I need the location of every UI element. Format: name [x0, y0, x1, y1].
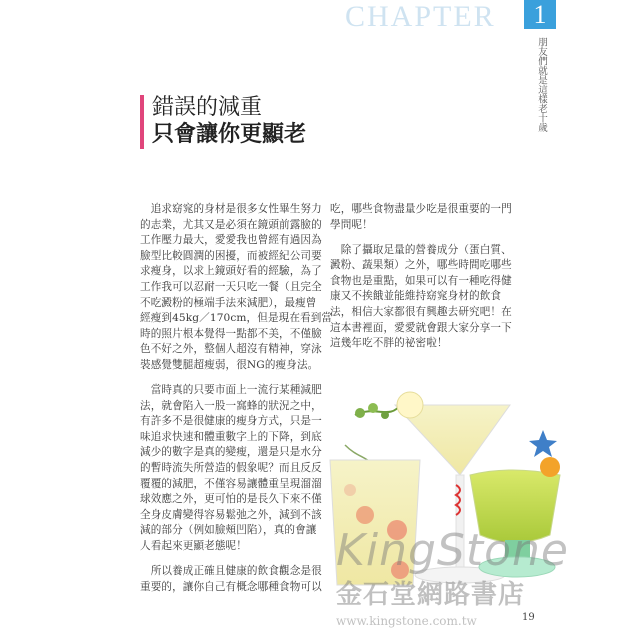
section-title [152, 94, 306, 148]
text-line: 的志業，尤其又是必須在鏡頭前露臉的 [140, 218, 322, 231]
section-title-line-2: 只會讓你更顯老 [152, 122, 307, 147]
text-line: 球效應之外，更可怕的是長久下來不僅 [140, 493, 322, 506]
text-line: 味追求快速和體重數字上的下降，到底 [140, 430, 322, 443]
text-line: 人看起來更顯老態呢！ [140, 539, 247, 552]
text-line: 工作我可以忍耐一天只吃一餐（且完全 [140, 280, 322, 293]
body-column-right [330, 202, 512, 361]
section-title-line-1: 錯誤的減重 [152, 95, 263, 120]
text-line: 吃，哪些食物盡量少吃是很重要的一門 [330, 203, 512, 215]
text-line: 追求窈窕的身材是很多女性畢生努力 [140, 203, 322, 215]
page-number: 19 [522, 612, 535, 623]
watermark-brand: KingStone [336, 525, 569, 576]
text-line: 澱粉、蔬果類）之外，哪些時間吃哪些 [330, 259, 512, 272]
text-line: 工作壓力最大，愛愛我也曾經有過因為 [140, 234, 322, 247]
text-line: 有許多不是很健康的瘦身方式，只是一 [140, 415, 322, 428]
text-line: 當時真的只要市面上一流行某種減肥 [140, 384, 322, 397]
text-line: 法，相信大家都很有興趣去研究吧！在 [330, 306, 512, 319]
paragraph [140, 383, 332, 555]
text-line: 不吃澱粉的極端手法來減肥），最瘦曾 [140, 296, 317, 309]
paragraph [330, 202, 512, 233]
text-line: 臉型比較圓潤的困擾，而被經紀公司要 [140, 249, 322, 262]
text-line: 食物也是重點，如果可以有一種吃得健 [330, 274, 512, 287]
text-line: 覆覆的減肥，不僅容易讓體重呈現溜溜 [140, 477, 322, 490]
text-line: 的暫時流失所營造的假象呢？而且反反 [140, 462, 322, 474]
text-line: 重要的，讓你自己有概念哪種食物可以 [140, 580, 322, 593]
chapter-number-badge: 1 [524, 0, 556, 29]
paragraph [140, 202, 332, 374]
chapter-label: CHAPTER [345, 0, 496, 33]
chapter-title-vertical: 朋友們就是這樣老十歲 [536, 37, 547, 132]
text-line: 這本書裡面，愛愛就會跟大家分享一下 [330, 321, 512, 334]
text-line: 除了攝取足量的營養成分（蛋白質、 [330, 243, 512, 256]
text-line: 減少的數字是真的變瘦，還是只是水分 [140, 446, 322, 459]
text-line: 法，就會陷入一股一窩蜂的狀況之中， [140, 399, 322, 412]
text-line: 康又不挨餓並能維持窈窕身材的飲食 [330, 290, 502, 303]
text-line: 時的照片根本覺得一點都不美，不僅臉 [140, 327, 322, 340]
text-line: 學問呢！ [330, 218, 373, 231]
text-line: 求瘦身，以求上鏡頭好看的經驗，為了 [140, 265, 322, 278]
watermark-store: 金石堂網路書店 [336, 580, 526, 610]
starfish-icon [529, 430, 557, 457]
text-line: 減的部分（例如臉頰凹陷），真的會讓 [140, 524, 317, 537]
text-line: 全身皮膚變得容易鬆弛之外，減到不該 [140, 508, 322, 521]
text-line: 色不好之外，整個人超沒有精神，穿泳 [140, 343, 322, 356]
text-line: 裝感覺雙腿超瘦弱，很NG的瘦身法。 [140, 358, 319, 371]
text-line: 所以養成正確且健康的飲食觀念是很 [140, 565, 322, 578]
watermark-url: www.kingstone.com.tw [336, 614, 477, 628]
title-accent-bar [140, 95, 144, 149]
paragraph [140, 564, 332, 595]
paragraph [330, 243, 512, 352]
body-column-left [140, 202, 332, 605]
text-line: 這幾年吃不胖的祕密啦！ [330, 337, 448, 350]
text-line: 經瘦到45kg／170cm，但是現在看到當 [140, 312, 333, 325]
